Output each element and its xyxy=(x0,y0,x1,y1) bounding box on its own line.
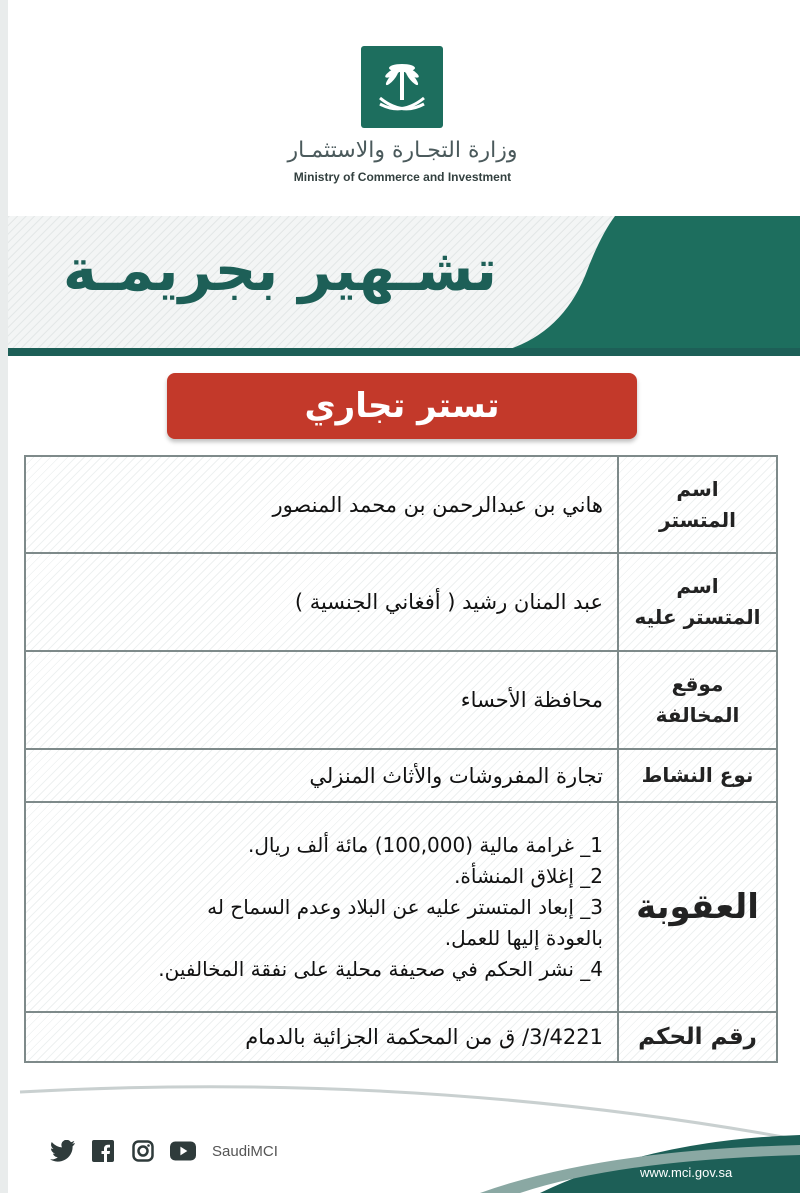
penalty-item: 3_ إبعاد المتستر عليه عن البلاد وعدم السماح له xyxy=(207,894,603,919)
facebook-icon[interactable] xyxy=(90,1138,116,1164)
table-row xyxy=(25,651,777,749)
row-value: عبد المنان رشيد ( أفغاني الجنسية ) xyxy=(25,553,618,651)
table-row xyxy=(25,553,777,651)
instagram-icon[interactable] xyxy=(130,1138,156,1164)
row-value: تجارة المفروشات والأثاث المنزلي xyxy=(25,749,618,802)
palm-swords-emblem-icon xyxy=(372,54,432,120)
label-line: المتستر عليه xyxy=(634,605,761,629)
row-label xyxy=(618,553,777,651)
youtube-icon[interactable] xyxy=(170,1138,196,1164)
ministry-name-arabic: وزارة التجـارة والاستثمـار xyxy=(287,138,518,163)
penalty-item: 4_ نشر الحكم في صحيفة محلية على نفقة المخالفين. xyxy=(158,956,603,981)
website-link[interactable]: www.mci.gov.sa xyxy=(640,1165,733,1180)
penalty-item: بالعودة إليها للعمل. xyxy=(444,925,603,950)
penalty-item: 2_ إغلاق المنشأة. xyxy=(454,863,603,888)
page-edge xyxy=(0,0,8,1193)
row-label xyxy=(618,456,777,553)
social-links xyxy=(50,1138,196,1164)
table-row xyxy=(25,749,777,802)
row-value: محافظة الأحساء xyxy=(25,651,618,749)
banner-title: تشـهير بجريمـة xyxy=(62,236,498,304)
row-value: هاني بن عبدالرحمن بن محمد المنصور xyxy=(25,456,618,553)
label-line: اسم xyxy=(676,574,719,598)
ministry-logo xyxy=(361,46,443,128)
penalty-label: العقوبة xyxy=(618,802,777,1012)
table-row xyxy=(25,456,777,553)
penalty-list xyxy=(25,802,618,1012)
social-handle: SaudiMCI xyxy=(212,1143,278,1160)
label-line: نوع النشاط xyxy=(641,763,754,787)
row-label xyxy=(618,651,777,749)
penalty-item: 1_ غرامة مالية (100,000) مائة ألف ريال. xyxy=(247,832,603,857)
verdict-row xyxy=(25,1012,777,1062)
ministry-name-english: Ministry of Commerce and Investment xyxy=(293,170,512,184)
twitter-icon[interactable] xyxy=(50,1138,76,1164)
verdict-label: رقم الحكم xyxy=(618,1012,777,1062)
row-label xyxy=(618,749,777,802)
label-line: المتستر xyxy=(659,507,736,532)
label-line: اسم xyxy=(676,476,719,501)
label-line: موقع xyxy=(671,672,724,696)
verdict-value: 3/4221/ ق من المحكمة الجزائية بالدمام xyxy=(25,1012,618,1062)
offense-badge xyxy=(167,373,637,439)
penalty-row xyxy=(25,802,777,1012)
label-line: المخالفة xyxy=(655,703,740,727)
case-details-table xyxy=(24,455,778,1063)
offense-label: تستر تجاري xyxy=(304,386,500,426)
